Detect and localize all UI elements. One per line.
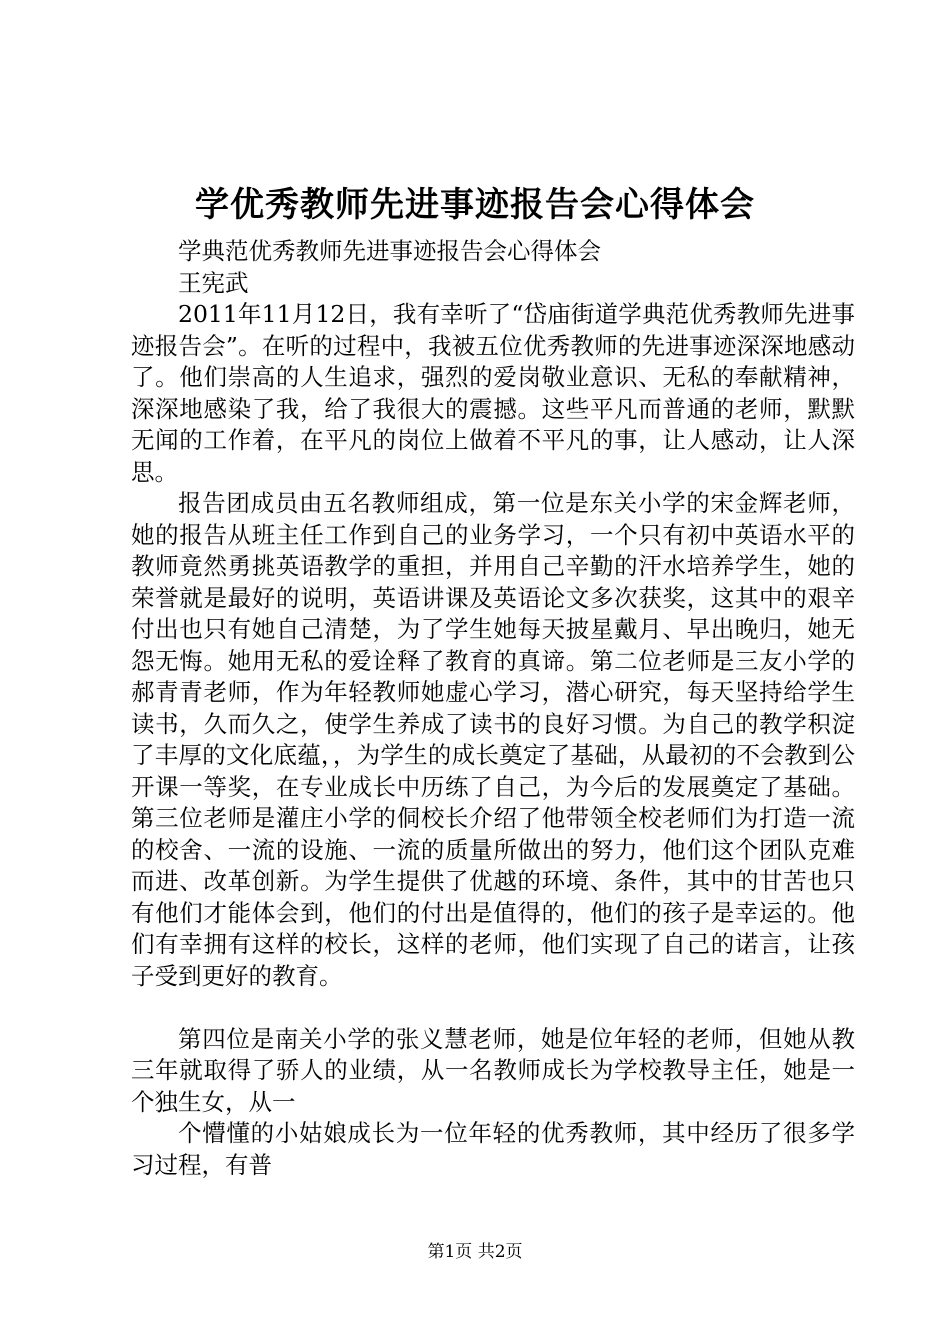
- paragraph-spacer: [131, 992, 855, 1024]
- page-number-footer: 第1页 共2页: [427, 1242, 523, 1262]
- document-subtitle: 学典范优秀教师先进事迹报告会心得体会: [178, 237, 601, 265]
- paragraph-2: 报告团成员由五名教师组成，第一位是东关小学的宋金辉老师，她的报告从班主任工作到自己的业务学习，一个只有初中英语水平的教师竟然勇挑英语教学的重担，并用自己辛勤的汗水培养学生，她的荣誉就是最好的说明，英语讲课及英语论文多次获奖，这其中的艰辛付出也只有她自己清楚，为了学生她每天披星戴月、早出晚归，她无怨无悔。她用无私的爱诠释了教育的真谛。第二位老师是三友小学的郝青青老师，作为年轻教师她虚心学习，潜心研究，每天坚持给学生读书，久而久之，使学生养成了读书的良好习惯。为自己的教学积淀了丰厚的文化底蕴，，为学生的成长奠定了基础，从最初的不会教到公开课一等奖，在专业成长中历练了自己，为今后的发展奠定了基础。第三位老师是灌庄小学的侗校长介绍了他带领全校老师们为打造一流的校舍、一流的设施、一流的质量所做出的努力，他们这个团队克难而进、改革创新。为学生提供了优越的环境、条件，其中的甘苦也只有他们才能体会到，他们的付出是值得的，他们的孩子是幸运的。他们有幸拥有这样的校长，这样的老师，他们实现了自己的诺言，让孩子受到更好的教育。: [131, 489, 855, 990]
- paragraph-4: 个懵懂的小姑娘成长为一位年轻的优秀教师，其中经历了很多学习过程，有普: [131, 1119, 855, 1179]
- document-author: 王宪武: [178, 268, 249, 297]
- paragraph-3: 第四位是南关小学的张义慧老师，她是位年轻的老师，但她从教三年就取得了骄人的业绩，从一名教师成长为学校教导主任，她是一个独生女，从一: [131, 1024, 855, 1116]
- paragraph-1: 2011年11月12日，我有幸听了“岱庙街道学典范优秀教师先进事迹报告会”。在听的过程中，我被五位优秀教师的先进事迹深深地感动了。他们崇高的人生追求，强烈的爱岗敬业意识、无私的奉献精神，深深地感染了我，给了我很大的震撼。这些平凡而普通的老师，默默无闻的工作着，在平凡的岗位上做着不平凡的事，让人感动，让人深思。: [131, 300, 855, 486]
- document-body: [131, 236, 855, 1181]
- document-title: 学优秀教师先进事迹报告会心得体会: [195, 185, 755, 225]
